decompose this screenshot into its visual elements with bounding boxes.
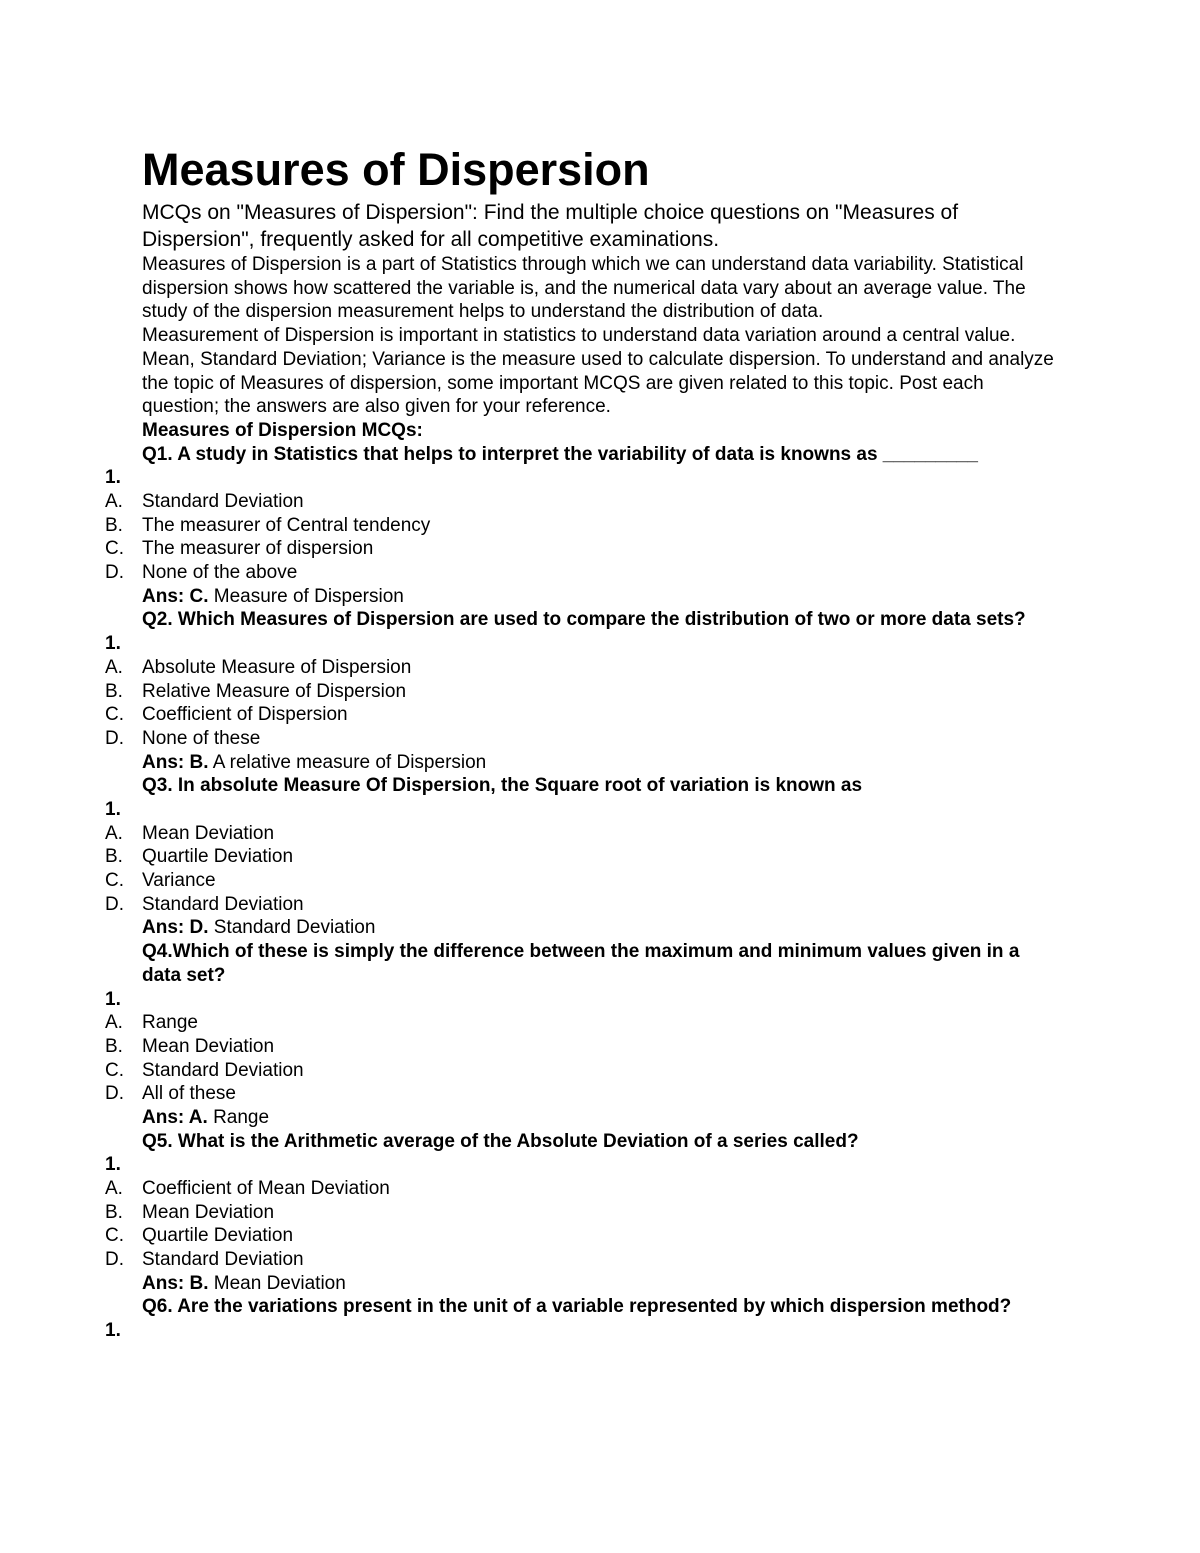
option-item: [105, 822, 1062, 846]
option-item: [105, 1035, 1062, 1059]
answer-line: [142, 1106, 1062, 1130]
option-text: Quartile Deviation: [142, 846, 294, 868]
question-text: Q3. In absolute Measure Of Dispersion, the Square root of variation is known as: [142, 775, 863, 797]
question-number-row: [105, 1319, 1062, 1343]
option-letter: D.: [105, 562, 124, 584]
subtitle: MCQs on "Measures of Dispersion": Find the multiple choice questions on "Measures of Dispersion", frequently asked for all competitive examinations.: [142, 201, 959, 251]
option-item: [105, 680, 1062, 704]
question-number: 1.: [105, 988, 121, 1010]
intro-paragraph-1: Measures of Dispersion is a part of Statistics through which we can understand data variability. Statistical dispersion shows how scattered the variable is, and the numerical data vary about an average value. The study of the dispersion measurement helps to understand the distribution of data.: [142, 254, 1026, 323]
option-text: Mean Deviation: [142, 822, 275, 844]
intro-paragraph-2: Measurement of Dispersion is important in statistics to understand data variation around a central value. Mean, Standard Deviation; Variance is the measure used to calculate dispersion. To understand and analyze the topic of Measures of dispersion, some important MCQS are given related to this topic. Post each question; the answers are also given for your reference.: [142, 325, 1054, 418]
option-letter: C.: [105, 870, 124, 892]
answer-text: Mean Deviation: [208, 1272, 346, 1294]
option-item: [105, 537, 1062, 561]
option-item: [105, 1224, 1062, 1248]
answer-text: Measure of Dispersion: [208, 585, 404, 607]
question-number: 1.: [105, 633, 121, 655]
option-item: [105, 1248, 1062, 1272]
answer-label: Ans: B.: [142, 751, 209, 773]
option-letter: A.: [105, 491, 123, 513]
option-text: Coefficient of Mean Deviation: [142, 1178, 390, 1200]
question-block: [105, 443, 1062, 609]
question-text: Q6. Are the variations present in the unit of a variable represented by which dispersion method?: [142, 1296, 1012, 1318]
question-block: [105, 774, 1062, 940]
answer-text: Standard Deviation: [208, 917, 376, 939]
question-text: Q5. What is the Arithmetic average of the Absolute Deviation of a series called?: [142, 1130, 859, 1152]
question-text: Q2. Which Measures of Dispersion are used to compare the distribution of two or more data sets?: [142, 609, 1026, 631]
option-item: [105, 703, 1062, 727]
option-item: [105, 561, 1062, 585]
option-letter: C.: [105, 1225, 124, 1247]
answer-label: Ans: B.: [142, 1272, 209, 1294]
option-item: [105, 727, 1062, 751]
question-list: [105, 443, 1062, 1343]
question-block: [105, 1295, 1062, 1342]
option-text: The measurer of Central tendency: [142, 514, 431, 536]
section-heading: Measures of Dispersion MCQs:: [142, 419, 423, 441]
question-block: [105, 1130, 1062, 1296]
question-number: 1.: [105, 1154, 121, 1176]
question-text: Q1. A study in Statistics that helps to interpret the variability of data is knowns as _________: [142, 443, 978, 465]
option-letter: C.: [105, 538, 124, 560]
question-block: [105, 608, 1062, 774]
option-letter: C.: [105, 1059, 124, 1081]
option-letter: B.: [105, 846, 123, 868]
option-item: [105, 1177, 1062, 1201]
option-letter: A.: [105, 1012, 123, 1034]
question-number: 1.: [105, 798, 121, 820]
document-body: [105, 142, 1062, 1343]
option-text: Coefficient of Dispersion: [142, 704, 348, 726]
answer-label: Ans: D.: [142, 917, 209, 939]
option-letter: B.: [105, 680, 123, 702]
option-text: None of the above: [142, 562, 298, 584]
option-item: [105, 1059, 1062, 1083]
option-item: [105, 845, 1062, 869]
option-text: Mean Deviation: [142, 1201, 275, 1223]
option-text: Absolute Measure of Dispersion: [142, 656, 412, 678]
option-item: [105, 514, 1062, 538]
question-number: 1.: [105, 467, 121, 489]
option-text: Standard Deviation: [142, 1249, 304, 1271]
option-letter: D.: [105, 1249, 124, 1271]
option-text: The measurer of dispersion: [142, 538, 374, 560]
option-text: Relative Measure of Dispersion: [142, 680, 407, 702]
option-text: Quartile Deviation: [142, 1225, 294, 1247]
answer-line: [142, 751, 1062, 775]
option-letter: C.: [105, 704, 124, 726]
option-letter: D.: [105, 893, 124, 915]
option-item: [105, 893, 1062, 917]
question-number-row: [105, 1153, 1062, 1177]
option-text: None of these: [142, 727, 261, 749]
option-item: [105, 656, 1062, 680]
answer-label: Ans: C.: [142, 585, 209, 607]
option-item: [105, 1011, 1062, 1035]
option-letter: A.: [105, 656, 123, 678]
option-letter: D.: [105, 1083, 124, 1105]
answer-text: A relative measure of Dispersion: [208, 751, 487, 773]
option-letter: B.: [105, 1201, 123, 1223]
question-number-row: [105, 988, 1062, 1012]
question-number-row: [105, 798, 1062, 822]
question-block: [105, 940, 1062, 1130]
option-text: Standard Deviation: [142, 491, 304, 513]
question-text: Q4.Which of these is simply the difference between the maximum and minimum values given in a data set?: [142, 941, 1020, 986]
option-text: Standard Deviation: [142, 1059, 304, 1081]
question-number-row: [105, 632, 1062, 656]
question-number-row: [105, 466, 1062, 490]
option-text: Variance: [142, 870, 216, 892]
answer-line: [142, 585, 1062, 609]
option-letter: D.: [105, 727, 124, 749]
option-letter: A.: [105, 1178, 123, 1200]
option-letter: B.: [105, 1035, 123, 1057]
option-letter: B.: [105, 514, 123, 536]
option-text: Standard Deviation: [142, 893, 304, 915]
question-number: 1.: [105, 1320, 121, 1342]
page-title: Measures of Dispersion: [142, 144, 650, 195]
option-text: Range: [142, 1012, 198, 1034]
option-text: Mean Deviation: [142, 1035, 275, 1057]
option-item: [105, 490, 1062, 514]
answer-line: [142, 1272, 1062, 1296]
answer-text: Range: [207, 1106, 270, 1128]
option-letter: A.: [105, 822, 123, 844]
option-item: [105, 1201, 1062, 1225]
option-item: [105, 1082, 1062, 1106]
answer-line: [142, 916, 1062, 940]
option-text: All of these: [142, 1083, 236, 1105]
answer-label: Ans: A.: [142, 1106, 208, 1128]
option-item: [105, 869, 1062, 893]
